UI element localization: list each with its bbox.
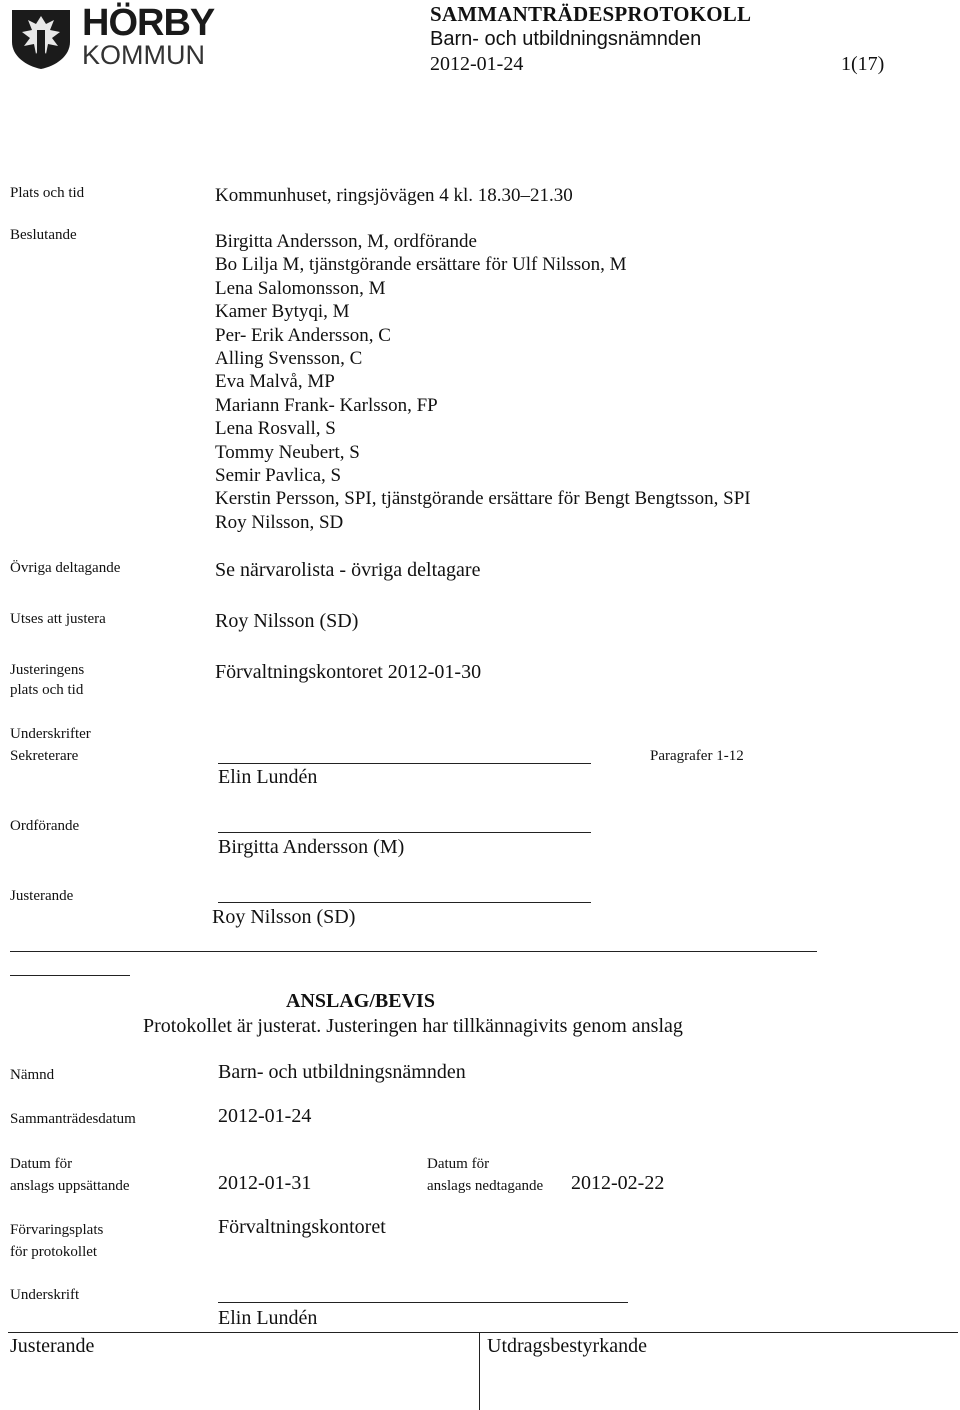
anslag-text: Protokollet är justerat. Justeringen har tillkännagivits genom anslag bbox=[143, 1015, 683, 1037]
anslag-heading: ANSLAG/BEVIS bbox=[286, 990, 435, 1012]
section-divider bbox=[10, 951, 817, 952]
underskrift-name: Elin Lundén bbox=[218, 1307, 318, 1329]
footer-column-divider bbox=[479, 1332, 480, 1410]
utses-label: Utses att justera bbox=[10, 611, 106, 627]
sekreterare-name: Elin Lundén bbox=[218, 766, 318, 788]
footer-utdragsbestyrkande: Utdragsbestyrkande bbox=[487, 1335, 647, 1357]
sekreterare-signature-line bbox=[218, 763, 591, 764]
namnd-value: Barn- och utbildningsnämnden bbox=[218, 1061, 466, 1083]
beslutande-label: Beslutande bbox=[10, 227, 77, 243]
forvaring-label-1: Förvaringsplats bbox=[10, 1222, 104, 1238]
justerande-label: Justerande bbox=[10, 888, 74, 904]
nedtagande-label-2: anslags nedtagande bbox=[427, 1178, 544, 1194]
beslutande-member: Alling Svensson, C bbox=[215, 348, 363, 370]
logo-name: HÖRBY bbox=[82, 2, 215, 44]
uppsattande-label-1: Datum för bbox=[10, 1156, 73, 1172]
justerande-name: Roy Nilsson (SD) bbox=[212, 906, 356, 928]
nedtagande-label-1: Datum för bbox=[427, 1156, 490, 1172]
page-number: 1(17) bbox=[841, 53, 885, 75]
beslutande-member: Kamer Bytyqi, M bbox=[215, 301, 350, 323]
footer-top-border bbox=[8, 1332, 958, 1333]
beslutande-member: Eva Malvå, MP bbox=[215, 371, 335, 393]
ovriga-value: Se närvarolista - övriga deltagare bbox=[215, 559, 481, 581]
utses-value: Roy Nilsson (SD) bbox=[215, 610, 359, 632]
beslutande-member: Semir Pavlica, S bbox=[215, 465, 342, 487]
underskrifter-heading: Underskrifter bbox=[10, 726, 91, 742]
ovriga-label: Övriga deltagande bbox=[10, 560, 121, 576]
footer-justerande: Justerande bbox=[10, 1335, 95, 1357]
sammantrade-label: Sammanträdesdatum bbox=[10, 1111, 136, 1127]
justering-label-1: Justeringens bbox=[10, 662, 85, 678]
namnd-label: Nämnd bbox=[10, 1067, 55, 1083]
uppsattande-label-2: anslags uppsättande bbox=[10, 1178, 130, 1194]
beslutande-member: Mariann Frank- Karlsson, FP bbox=[215, 394, 438, 416]
justering-label-2: plats och tid bbox=[10, 682, 84, 698]
meeting-date: 2012-01-24 bbox=[430, 53, 524, 75]
section-divider-short bbox=[10, 975, 130, 976]
sammantrade-value: 2012-01-24 bbox=[218, 1105, 312, 1127]
forvaring-value: Förvaltningskontoret bbox=[218, 1216, 386, 1238]
beslutande-member: Birgitta Andersson, M, ordförande bbox=[215, 231, 477, 252]
beslutande-list bbox=[215, 230, 751, 534]
document-title: SAMMANTRÄDESPROTOKOLL bbox=[430, 2, 752, 26]
underskrift-label: Underskrift bbox=[10, 1287, 80, 1303]
municipality-crest-icon bbox=[10, 8, 72, 70]
justering-value: Förvaltningskontoret 2012-01-30 bbox=[215, 661, 482, 683]
logo-subname: KOMMUN bbox=[82, 40, 205, 70]
paragrafer-label: Paragrafer 1-12 bbox=[650, 748, 744, 764]
committee-name: Barn- och utbildningsnämnden bbox=[430, 28, 702, 50]
beslutande-member: Bo Lilja M, tjänstgörande ersättare för Ulf Nilsson, M bbox=[215, 254, 627, 276]
beslutande-member: Roy Nilsson, SD bbox=[215, 511, 344, 533]
beslutande-member: Tommy Neubert, S bbox=[215, 441, 360, 463]
beslutande-member: Kerstin Persson, SPI, tjänstgörande ersättare för Bengt Bengtsson, SPI bbox=[215, 488, 751, 510]
beslutande-member: Lena Salomonsson, M bbox=[215, 277, 386, 299]
plats-label: Plats och tid bbox=[10, 185, 85, 201]
beslutande-member: Lena Rosvall, S bbox=[215, 418, 336, 440]
justerande-signature-line bbox=[218, 902, 591, 903]
ordforande-name: Birgitta Andersson (M) bbox=[218, 836, 405, 858]
nedtagande-value: 2012-02-22 bbox=[571, 1172, 665, 1194]
beslutande-member: Per- Erik Andersson, C bbox=[215, 324, 391, 346]
uppsattande-value: 2012-01-31 bbox=[218, 1172, 312, 1194]
sekreterare-label: Sekreterare bbox=[10, 748, 79, 764]
ordforande-signature-line bbox=[218, 832, 591, 833]
forvaring-label-2: för protokollet bbox=[10, 1244, 98, 1260]
plats-value: Kommunhuset, ringsjövägen 4 kl. 18.30–21.30 bbox=[215, 185, 573, 206]
underskrift-signature-line bbox=[218, 1302, 628, 1303]
ordforande-label: Ordförande bbox=[10, 818, 80, 834]
